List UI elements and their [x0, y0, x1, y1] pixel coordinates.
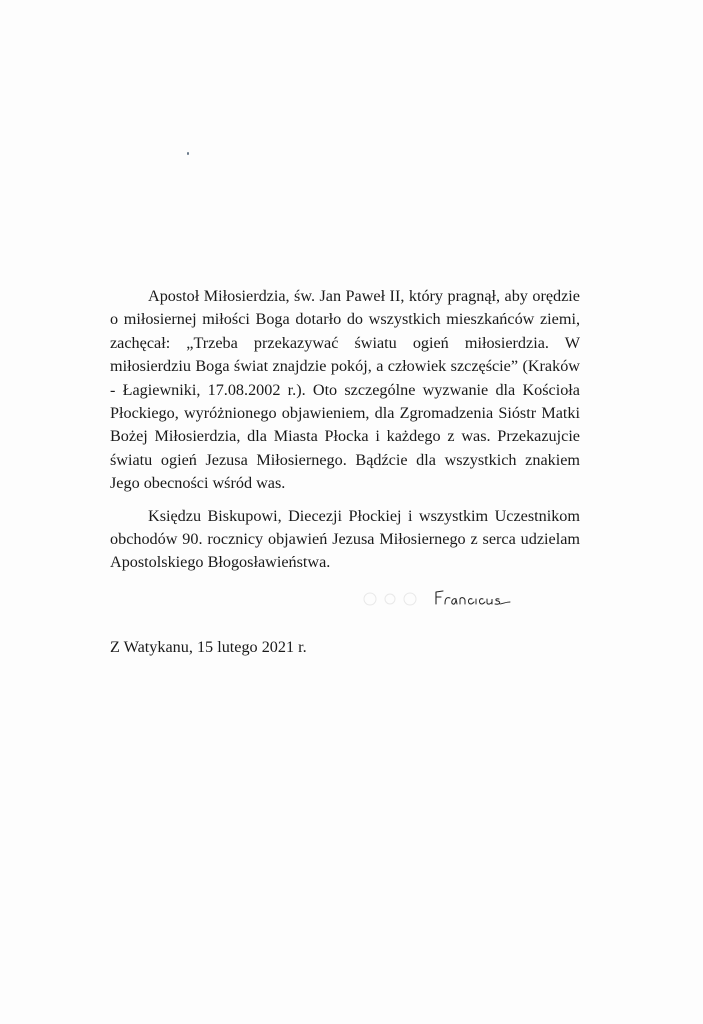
place-and-date: Z Watykanu, 15 lutego 2021 r. [110, 638, 307, 656]
faint-stamp [358, 590, 428, 608]
letter-body [110, 285, 580, 575]
signature-franciscus [432, 584, 512, 610]
paragraph-main: Apostoł Miłosierdzia, św. Jan Paweł II, który pragnął, aby orędzie o miłosiernej miłości Boga dotarło do wszystkich mieszkańców ziemi, zachęcał: „Trzeba przekazywać światu ogień miłosierdzia. W miłosierdziu Boga świat znajdzie pokój, a człowiek szczęście” (Kraków - Łagiewniki, 17.08.2002 r.). Oto szczególne wyzwanie dla Kościoła Płockiego, wyróżnionego objawieniem, dla Zgromadzenia Sióstr Matki Bożej Miłosierdzia, dla Miasta Płocka i każdego z was. Przekazujcie światu ogień Jezusa Miłosiernego. Bądźcie dla wszystkich znakiem Jego obecności wśród was. [110, 287, 580, 493]
scan-speck [187, 152, 189, 155]
paragraph-blessing: Księdzu Biskupowi, Diecezji Płockiej i wszystkim Uczestnikom obchodów 90. rocznicy objawień Jezusa Miłosiernego z serca udzielam Apostolskiego Błogosławieństwa. [110, 506, 580, 572]
